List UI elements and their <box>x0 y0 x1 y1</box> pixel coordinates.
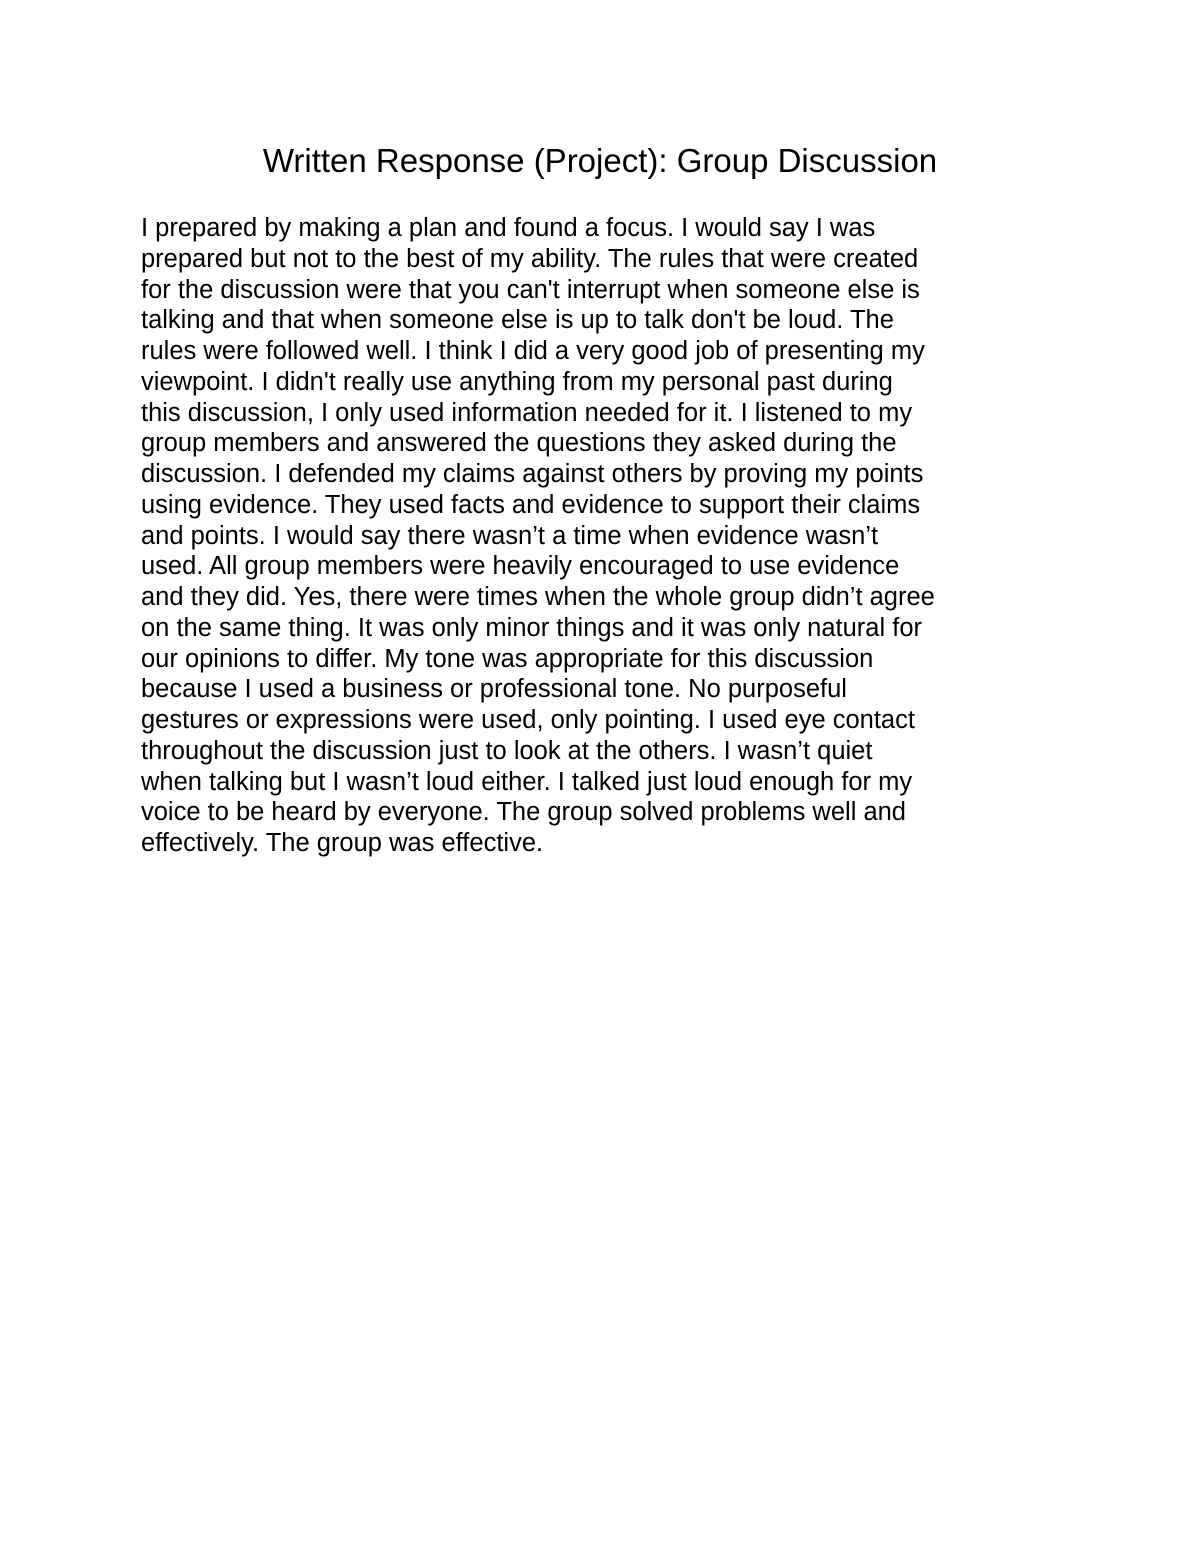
paragraph-line: and they did. Yes, there were times when the whole group didn’t agree <box>141 583 935 611</box>
paragraph-line: when talking but I wasn’t loud either. I talked just loud enough for my <box>141 767 913 796</box>
paragraph-line: gestures or expressions were used, only pointing. I used eye contact <box>141 706 915 734</box>
paragraph-line: voice to be heard by everyone. The group solved problems well and <box>141 798 906 827</box>
response-paragraph <box>141 213 1081 859</box>
paragraph-line: on the same thing. It was only minor things and it was only natural for <box>141 613 922 642</box>
paragraph-line: this discussion, I only used information needed for it. I listened to my <box>141 398 913 427</box>
paragraph-line: prepared but not to the best of my ability. The rules that were created <box>141 244 919 273</box>
document-title: Written Response (Project): Group Discussion <box>262 142 938 179</box>
paragraph-line: because I used a business or professional tone. No purposeful <box>141 675 847 704</box>
paragraph-line: our opinions to differ. My tone was appropriate for this discussion <box>141 644 874 673</box>
paragraph-line: I prepared by making a plan and found a focus. I would say I was <box>141 214 876 242</box>
paragraph-line: talking and that when someone else is up to talk don't be loud. The <box>141 306 894 335</box>
paragraph-line: used. All group members were heavily encouraged to use evidence <box>141 552 900 581</box>
paragraph-line: for the discussion were that you can't interrupt when someone else is <box>141 275 920 304</box>
paragraph-line: group members and answered the questions they asked during the <box>141 429 897 458</box>
paragraph-line: viewpoint. I didn't really use anything from my personal past during <box>141 367 893 396</box>
paragraph-line: throughout the discussion just to look at the others. I wasn’t quiet <box>141 736 873 765</box>
paragraph-line: using evidence. They used facts and evidence to support their claims <box>141 490 921 519</box>
paragraph-line: and points. I would say there wasn’t a time when evidence wasn’t <box>141 521 879 550</box>
paragraph-line: effectively. The group was effective. <box>141 829 544 857</box>
paragraph-line: discussion. I defended my claims against others by proving my points <box>141 460 924 488</box>
paragraph-line: rules were followed well. I think I did a very good job of presenting my <box>141 337 925 365</box>
